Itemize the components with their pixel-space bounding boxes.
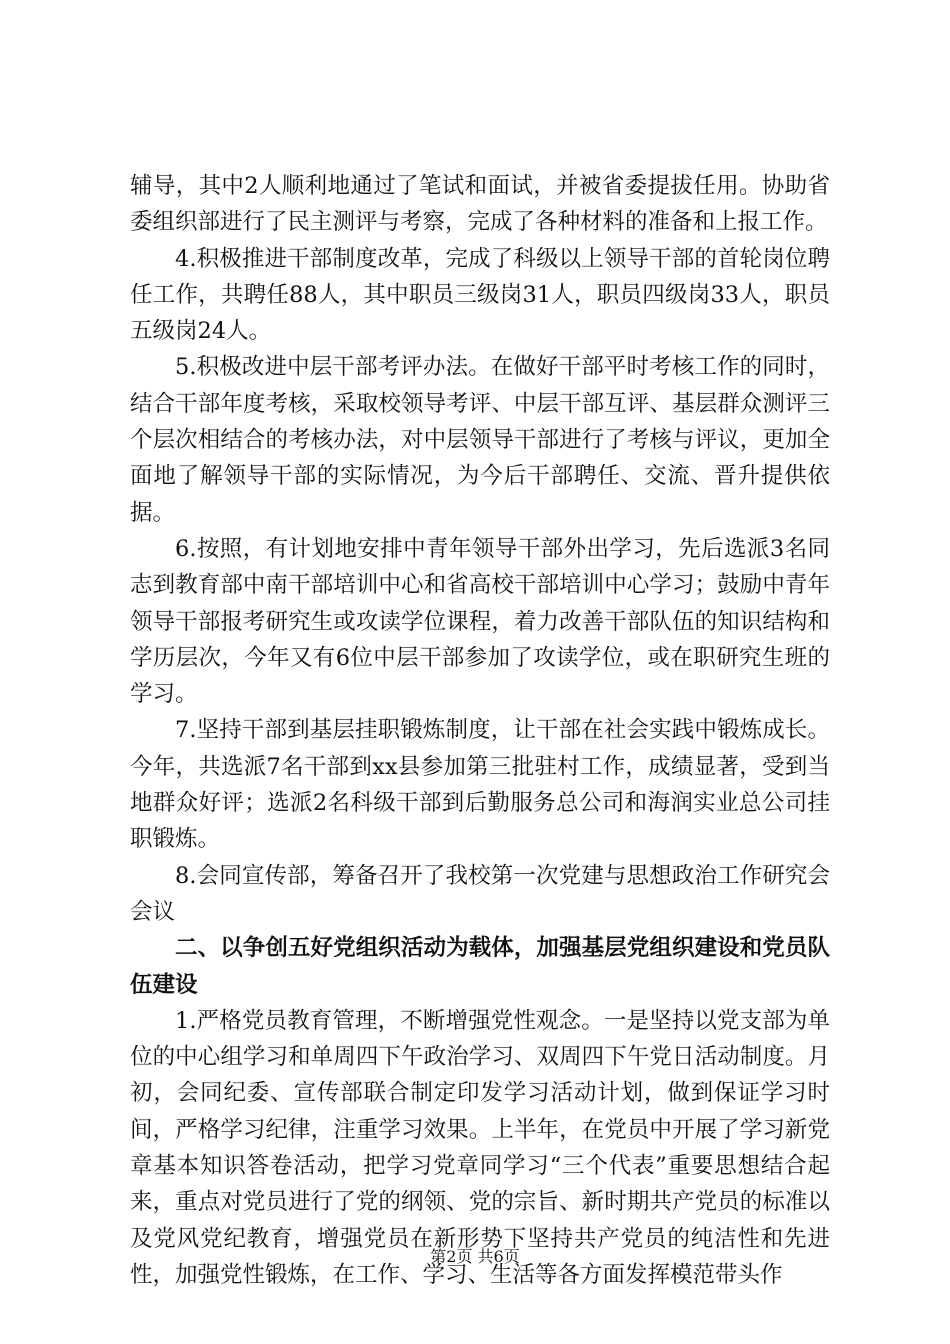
paragraph-item-4: 4.积极推进干部制度改革，完成了科级以上领导干部的首轮岗位聘任工作，共聘任88人，其中职员三级岗31人，职员四级岗33人，职员五级岗24人。 (130, 245, 830, 345)
paragraph-item-7: 7.坚持干部到基层挂职锻炼制度，让干部在社会实践中锻炼成长。今年，共选派7名干部到xx县参加第三批驻村工作，成绩显著，受到当地群众好评；选派2名科级干部到后勤服务总公司和海润实业总公司挂职锻炼。 (130, 717, 830, 853)
paragraph-item-5: 5.积极改进中层干部考评办法。在做好干部平时考核工作的同时，结合干部年度考核，采取校领导考评、中层干部互评、基层群众测评三个层次相结合的考核办法，对中层领导干部进行了考核与评议，更加全面地了解领导干部的实际情况，为今后干部聘任、交流、晋升提供依据。 (130, 354, 830, 526)
paragraph-continuation: 辅导，其中2人顺利地通过了笔试和面试，并被省委提拔任用。协助省委组织部进行了民主测评与考察，完成了各种材料的准备和上报工作。 (130, 173, 830, 236)
paragraph-item-6: 6.按照，有计划地安排中青年领导干部外出学习，先后选派3名同志到教育部中南干部培训中心和省高校干部培训中心学习；鼓励中青年领导干部报考研究生或攻读学位课程，着力改善干部队伍的知识结构和学历层次，今年又有6位中层干部参加了攻读学位，或在职研究生班的学习。 (130, 535, 830, 708)
page-footer: 第2页 共6页 (430, 1247, 520, 1266)
section-heading: 二、以争创五好党组织活动为载体，加强基层党组织建设和党员队伍建设 (130, 935, 830, 998)
document-body (130, 168, 830, 1293)
paragraph-item-1: 1.严格党员教育管理，不断增强党性观念。一是坚持以党支部为单位的中心组学习和单周四下午政治学习、双周四下午党日活动制度。月初，会同纪委、宣传部联合制定印发学习活动计划，做到保证学习时间，严格学习纪律，注重学习效果。上半年，在党员中开展了学习新党章基本知识答卷活动，把学习党章同学习“三个代表”重要思想结合起来，重点对党员进行了党的纲领、党的宗旨、新时期共产党员的标准以及党风党纪教育，增强党员在新形势下坚持共产党员的纯洁性和先进性，加强党性锻炼，在工作、学习、生活等各方面发挥模范带头作 (130, 1007, 830, 1288)
paragraph-item-8: 8.会同宣传部，筹备召开了我校第一次党建与思想政治工作研究会会议 (130, 862, 830, 925)
